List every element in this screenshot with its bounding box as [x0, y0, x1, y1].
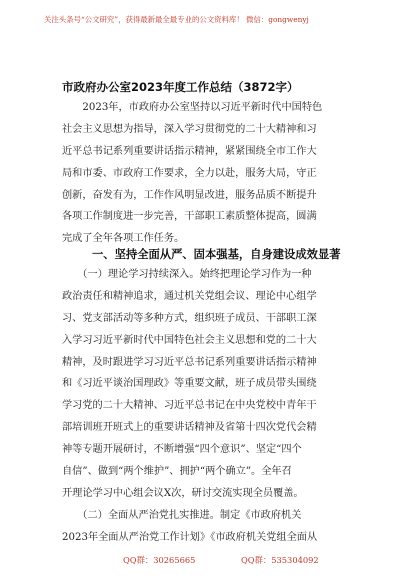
intro-line: 2023年，市政府办公室坚持以习近平新时代中国特色	[62, 102, 323, 113]
body-line: 学习党的二十大精神、习近平总书记在中央党校中青年干	[62, 400, 317, 412]
body-line: （二）全面从严治党扎实推进。制定《市政府机关	[62, 509, 302, 521]
body-line: （一）理论学习持续深入。始终把理论学习作为一种	[62, 269, 312, 280]
body-line: 神等专题开展研讨，不断增强“四个意识”、坚定“四个	[62, 444, 302, 456]
section-heading: 一、坚持全面从严、固本强基，自身建设成效显著	[92, 248, 341, 261]
body-line: 习、党支部活动等多种方式，组织班子成员、干部职工深	[62, 312, 317, 324]
body-line: 和《习近平谈治国理政》等重要文献，班子成员带头围绕	[62, 378, 317, 390]
intro-line: 创新，奋发有为，工作作风明显改进，服务品质不断提升	[62, 189, 317, 201]
intro-line: 各项工作制度进一步完善，干部职工素质整体提高，圆满	[62, 211, 317, 223]
footer-qq-group-2: QQ群：535304092	[241, 555, 319, 565]
header-banner: 关注头条号“公文研究”，获得最新最全最专业的公文资料库！ 微信：gongwenyj	[44, 15, 309, 24]
body-line: 精神，及时跟进学习习近平总书记系列重要讲话指示精神	[62, 356, 317, 368]
body-line: 开理论学习中心组会议X次，研讨交流实现全员覆盖。	[62, 487, 304, 499]
intro-line: 近平总书记系列重要讲话指示精神，紧紧围绕全市工作大	[62, 145, 317, 157]
body-line: 入学习习近平新时代中国特色社会主义思想和党的二十大	[62, 334, 317, 346]
intro-line: 社会主义思想为指导，深入学习贯彻党的二十大精神和习	[62, 123, 317, 135]
section-body	[62, 264, 372, 549]
body-line: 部培训班开班式上的重要讲话精神及省第十四次党代会精	[62, 422, 317, 434]
footer-qq-group-1: QQ群：30265665	[123, 555, 196, 565]
intro-paragraph	[62, 97, 372, 250]
intro-line: 完成了全年各项工作任务。	[62, 233, 185, 245]
body-line: 政治责任和精神追求，通过机关党组会议、理论中心组学	[62, 290, 317, 302]
body-line: 2023年全面从严治党工作计划》《市政府机关党组全面从	[62, 531, 318, 543]
document-title: 市政府办公室2023年度工作总结（3872字）	[62, 80, 299, 94]
body-line: 自信”、做到“两个维护”、拥护“两个确立”。全年召	[62, 466, 292, 478]
intro-line: 局和市委、市政府工作要求，全力以赴，服务大局，守正	[62, 167, 317, 179]
